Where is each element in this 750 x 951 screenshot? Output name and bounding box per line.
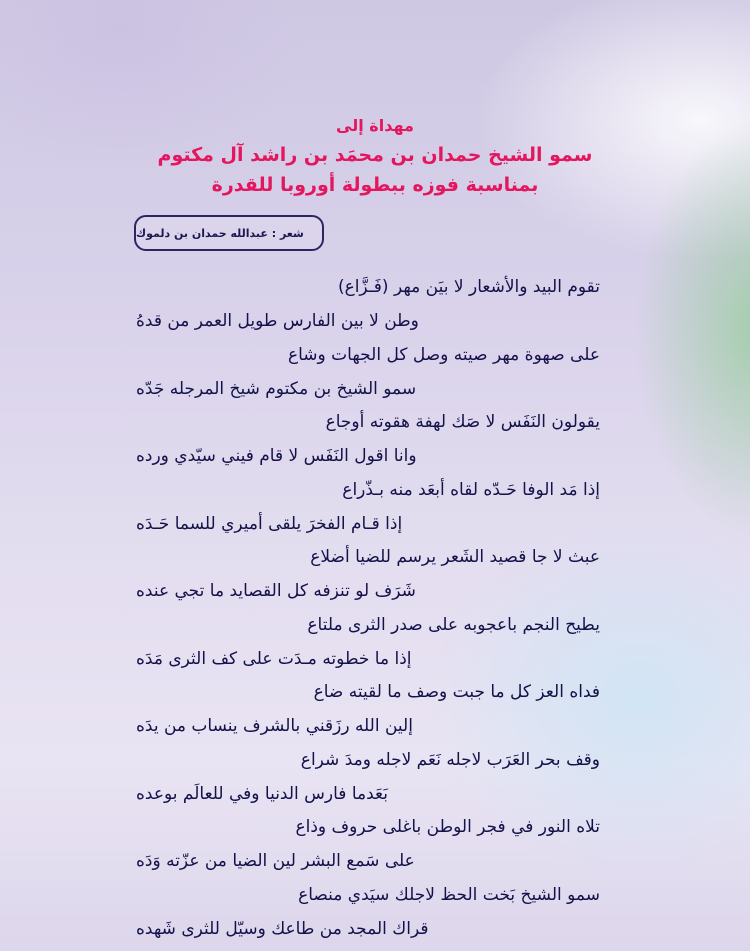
verse-first-line: تلاه النور في فجر الوطن باغلى حروف وذاع: [295, 817, 600, 837]
title-line-2: سمو الشيخ حمدان بن محمَد بن راشد آل مكتوم: [157, 144, 593, 166]
verse-first-line: عبث لا جا قصيد الشَعر يرسم للضيا أضلاع: [310, 547, 600, 567]
verse-first-line: وقف بحر العَرَب لاجله نَعَم لاجله ومدَ شراع: [300, 749, 600, 770]
verse-first-line: فداه العز كل ما جبت وصف ما لقيته ضاع: [313, 682, 600, 702]
verse-first-line: يطيح النجم باعجوبه على صدر الثرى ملتاع: [307, 614, 600, 635]
verse: [130, 745, 600, 813]
verse-second-line: إذا قـام الفخرَ يلقى أميري للسما حَـدَه: [136, 513, 403, 534]
verse-first-line: سمو الشيخ بَخت الحظ لاجلك سيَدي منصاع: [298, 884, 600, 905]
verse: [130, 475, 600, 543]
poem-body: [130, 272, 600, 947]
author-credit: شعر : عبدالله حمدان بن دلموك: [136, 226, 304, 240]
verse: [130, 272, 600, 340]
verse-second-line: بَعَدما فارس الدنيا وفي للعالَم بوعده: [136, 783, 388, 804]
verse-first-line: تقوم البيد والأشعار لا بيَن مهر (فَـزَّاع): [337, 277, 600, 297]
verse: [130, 340, 600, 408]
verse-second-line: وطن لا بين الفارس طويل العمر من قدهُ: [136, 311, 419, 331]
verse-second-line: سمو الشيخ بن مكتوم شيخ المرجله جَدّه: [136, 378, 417, 399]
verse-second-line: وانا اقول النَفَس لا قام فيني سيّدي ورده: [136, 446, 417, 466]
verse: [130, 677, 600, 745]
verse-first-line: على صهوة مهر صيته وصل كل الجهات وشاع: [287, 344, 600, 365]
verse-second-line: قراك المجد من طاعك وسيّل للثرى شَهده: [136, 918, 429, 939]
verse: [130, 542, 600, 610]
verse-second-line: شَرَف لو تنزفه كل القصايد ما تجي عنده: [136, 581, 416, 601]
title-line-1: مهداة إلى: [336, 116, 414, 135]
author-credit-box: [134, 215, 324, 251]
verse: [130, 880, 600, 948]
verse: [130, 812, 600, 880]
title-line-3: بمناسبة فوزه ببطولة أوروبا للقدرة: [211, 174, 539, 196]
verse-second-line: إذا ما خطوته مـدَت على كف الثرى مَدَه: [136, 648, 412, 669]
dedication-title: [0, 112, 750, 200]
verse: [130, 610, 600, 678]
verse-second-line: على سَمع البشر لين الضيا من عزّته وَدَه: [136, 851, 415, 871]
verse-first-line: إذا مَد الوفا حَـدّه لقاه أبعَد منه بـذّراع: [342, 479, 600, 500]
verse-first-line: يقولون النَفَس لا صَك لهفة هقوته أوجاع: [325, 412, 600, 432]
verse: [130, 407, 600, 475]
verse-second-line: إلين الله رزَقني بالشرف ينساب من يدَه: [136, 716, 413, 736]
